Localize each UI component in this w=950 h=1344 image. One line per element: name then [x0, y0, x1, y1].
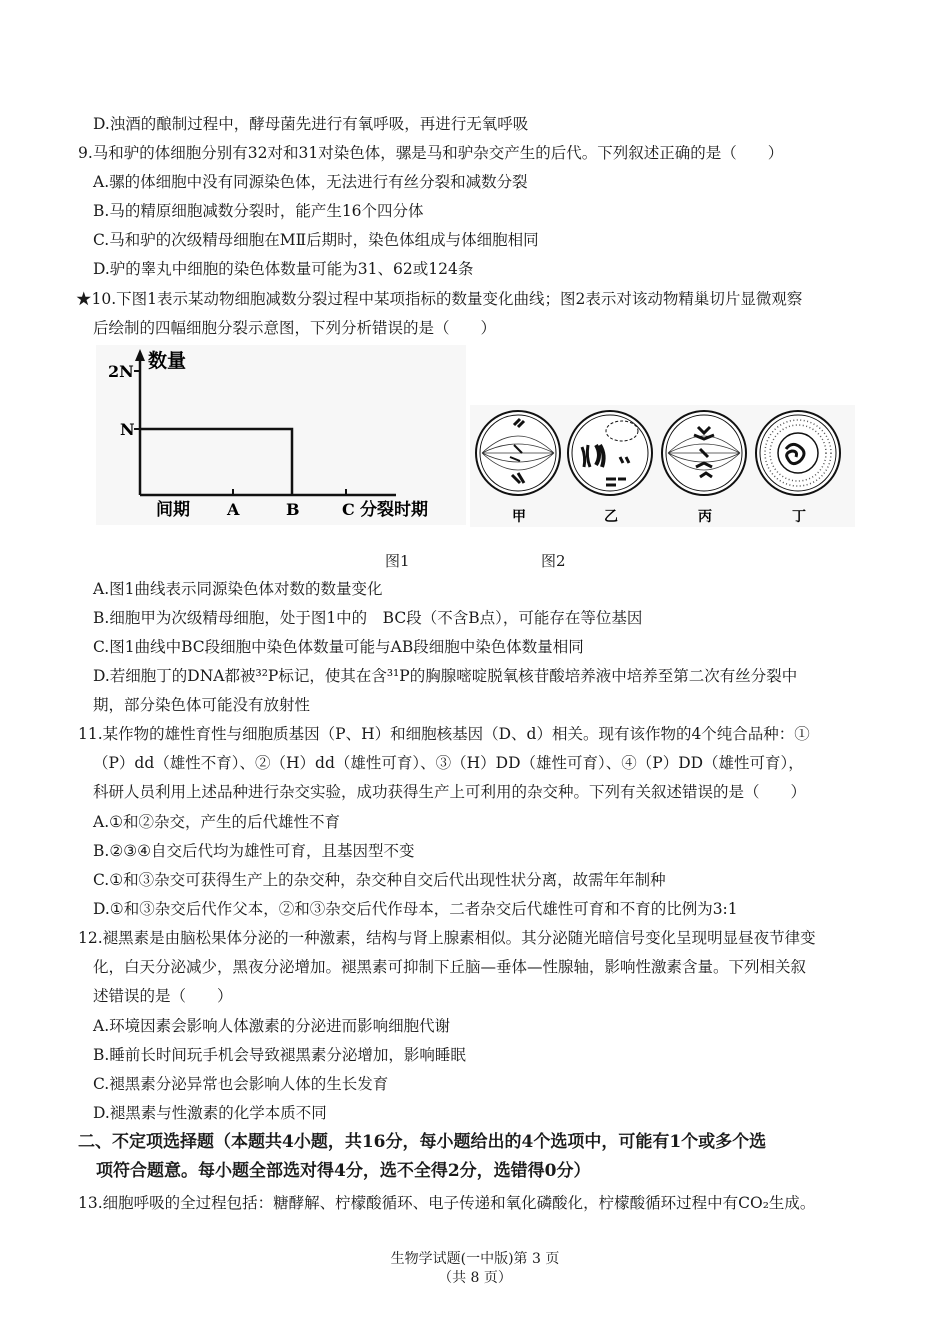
q12-option-b: B.睡前长时间玩手机会导致褪黑素分泌增加，影响睡眠 [93, 1046, 466, 1064]
x-axis-title: 分裂时期 [360, 500, 428, 520]
q10-stem-line2: 后绘制的四幅细胞分裂示意图，下列分析错误的是（ ） [93, 319, 497, 337]
cell-ding [756, 411, 840, 495]
q9-option-a: A.骡的体细胞中没有同源染色体，无法进行有丝分裂和减数分裂 [93, 173, 528, 191]
q10-option-d-cont: 期，部分染色体可能没有放射性 [93, 696, 311, 714]
q10-stem-line1: ★10.下图1表示某动物细胞减数分裂过程中某项指标的数量变化曲线；图2表示对该动物精巢切片显微观察 [76, 290, 803, 308]
y-axis-title: 数量 [148, 350, 187, 372]
q13-stem: 13.细胞呼吸的全过程包括：糖酵解、柠檬酸循环、电子传递和氧化磷酸化，柠檬酸循环过程中有CO₂生成。 [78, 1194, 816, 1212]
section-2-heading-line2: 项符合题意。每小题全部选对得4分，选不全得2分，选错得0分） [96, 1161, 591, 1181]
y-tick-label-2n: 2N [108, 362, 134, 381]
page-footer-line2: （共 8 页） [438, 1270, 512, 1286]
y-tick-label-n: N [120, 420, 135, 439]
x-label-b: B [286, 500, 300, 519]
cell-bing [662, 411, 746, 495]
q11-stem-line2: （P）dd（雄性不育）、②（H）dd（雄性可育）、③（H）DD（雄性可育）、④（P）DD（雄性可育）， [93, 754, 804, 772]
q12-option-c: C.褪黑素分泌异常也会影响人体的生长发育 [93, 1075, 389, 1093]
q10-option-a: A.图1曲线表示同源染色体对数的数量变化 [93, 580, 383, 598]
q12-stem-line1: 12.褪黑素是由脑松果体分泌的一种激素，结构与肾上腺素相似。其分泌随光暗信号变化呈现明显昼夜节律变 [78, 929, 816, 947]
x-label-c: C [342, 500, 355, 519]
q11-option-a: A.①和②杂交，产生的后代雄性不育 [93, 813, 341, 831]
figure-2-cells [470, 405, 855, 527]
cell-yi [568, 411, 652, 495]
x-label-a: A [227, 500, 240, 519]
figure-1-graph [96, 345, 466, 525]
q12-option-d: D.褪黑素与性激素的化学本质不同 [93, 1104, 327, 1122]
q10-option-b: B.细胞甲为次级精母细胞，处于图1中的 BC段（不含B点），可能存在等位基因 [93, 609, 643, 627]
q9-option-c: C.马和驴的次级精母细胞在MⅡ后期时，染色体组成与体细胞相同 [93, 231, 539, 249]
x-label-interphase: 间期 [156, 500, 190, 520]
cell-label-bing: 丙 [698, 509, 712, 525]
q11-stem-line1: 11.某作物的雄性育性与细胞质基因（P、H）和细胞核基因（D、d）相关。现有该作物的4个纯合品种：① [78, 725, 810, 743]
q9-option-b: B.马的精原细胞减数分裂时，能产生16个四分体 [93, 202, 424, 220]
q11-option-d: D.①和③杂交后代作父本，②和③杂交后代作母本，二者杂交后代雄性可育和不育的比例为3:1 [93, 900, 738, 918]
q11-option-c: C.①和③杂交可获得生产上的杂交种，杂交种自交后代出现性状分离，故需年年制种 [93, 871, 666, 889]
cell-jia [476, 411, 560, 495]
q10-option-c: C.图1曲线中BC段细胞中染色体数量可能与AB段细胞中染色体数量相同 [93, 638, 584, 656]
q12-stem-line2: 化，白天分泌减少，黑夜分泌增加。褪黑素可抑制下丘脑—垂体—性腺轴，影响性激素含量。下列相关叙 [93, 958, 807, 976]
q11-option-b: B.②③④自交后代均为雄性可育，且基因型不变 [93, 842, 415, 860]
cell-label-jia: 甲 [512, 509, 526, 525]
q11-stem-line3: 科研人员利用上述品种进行杂交实验，成功获得生产上可利用的杂交种。下列有关叙述错误的是（ ） [93, 783, 807, 801]
cell-label-ding: 丁 [792, 509, 806, 525]
figure-1-caption: 图1 [385, 552, 410, 570]
q9-stem: 9.马和驴的体细胞分别有32对和31对染色体，骡是马和驴杂交产生的后代。下列叙述正确的是（ ） [78, 144, 784, 162]
q8-option-d: D.浊酒的酿制过程中，酵母菌先进行有氧呼吸，再进行无氧呼吸 [93, 115, 529, 133]
q12-option-a: A.环境因素会影响人体激素的分泌进而影响细胞代谢 [93, 1017, 451, 1035]
page-footer-line1: 生物学试题(一中版)第 3 页 [390, 1251, 560, 1267]
cell-label-yi: 乙 [604, 509, 618, 525]
section-2-heading-line1: 二、不定项选择题（本题共4小题，共16分，每小题给出的4个选项中，可能有1个或多个选 [78, 1132, 767, 1152]
q9-option-d: D.驴的睾丸中细胞的染色体数量可能为31、62或124条 [93, 260, 474, 278]
figure-2-caption: 图2 [541, 552, 566, 570]
q12-stem-line3: 述错误的是（ ） [93, 987, 233, 1005]
q10-option-d: D.若细胞丁的DNA都被³²P标记，使其在含³¹P的胸腺嘧啶脱氧核苷酸培养液中培养至第二次有丝分裂中 [93, 667, 798, 685]
